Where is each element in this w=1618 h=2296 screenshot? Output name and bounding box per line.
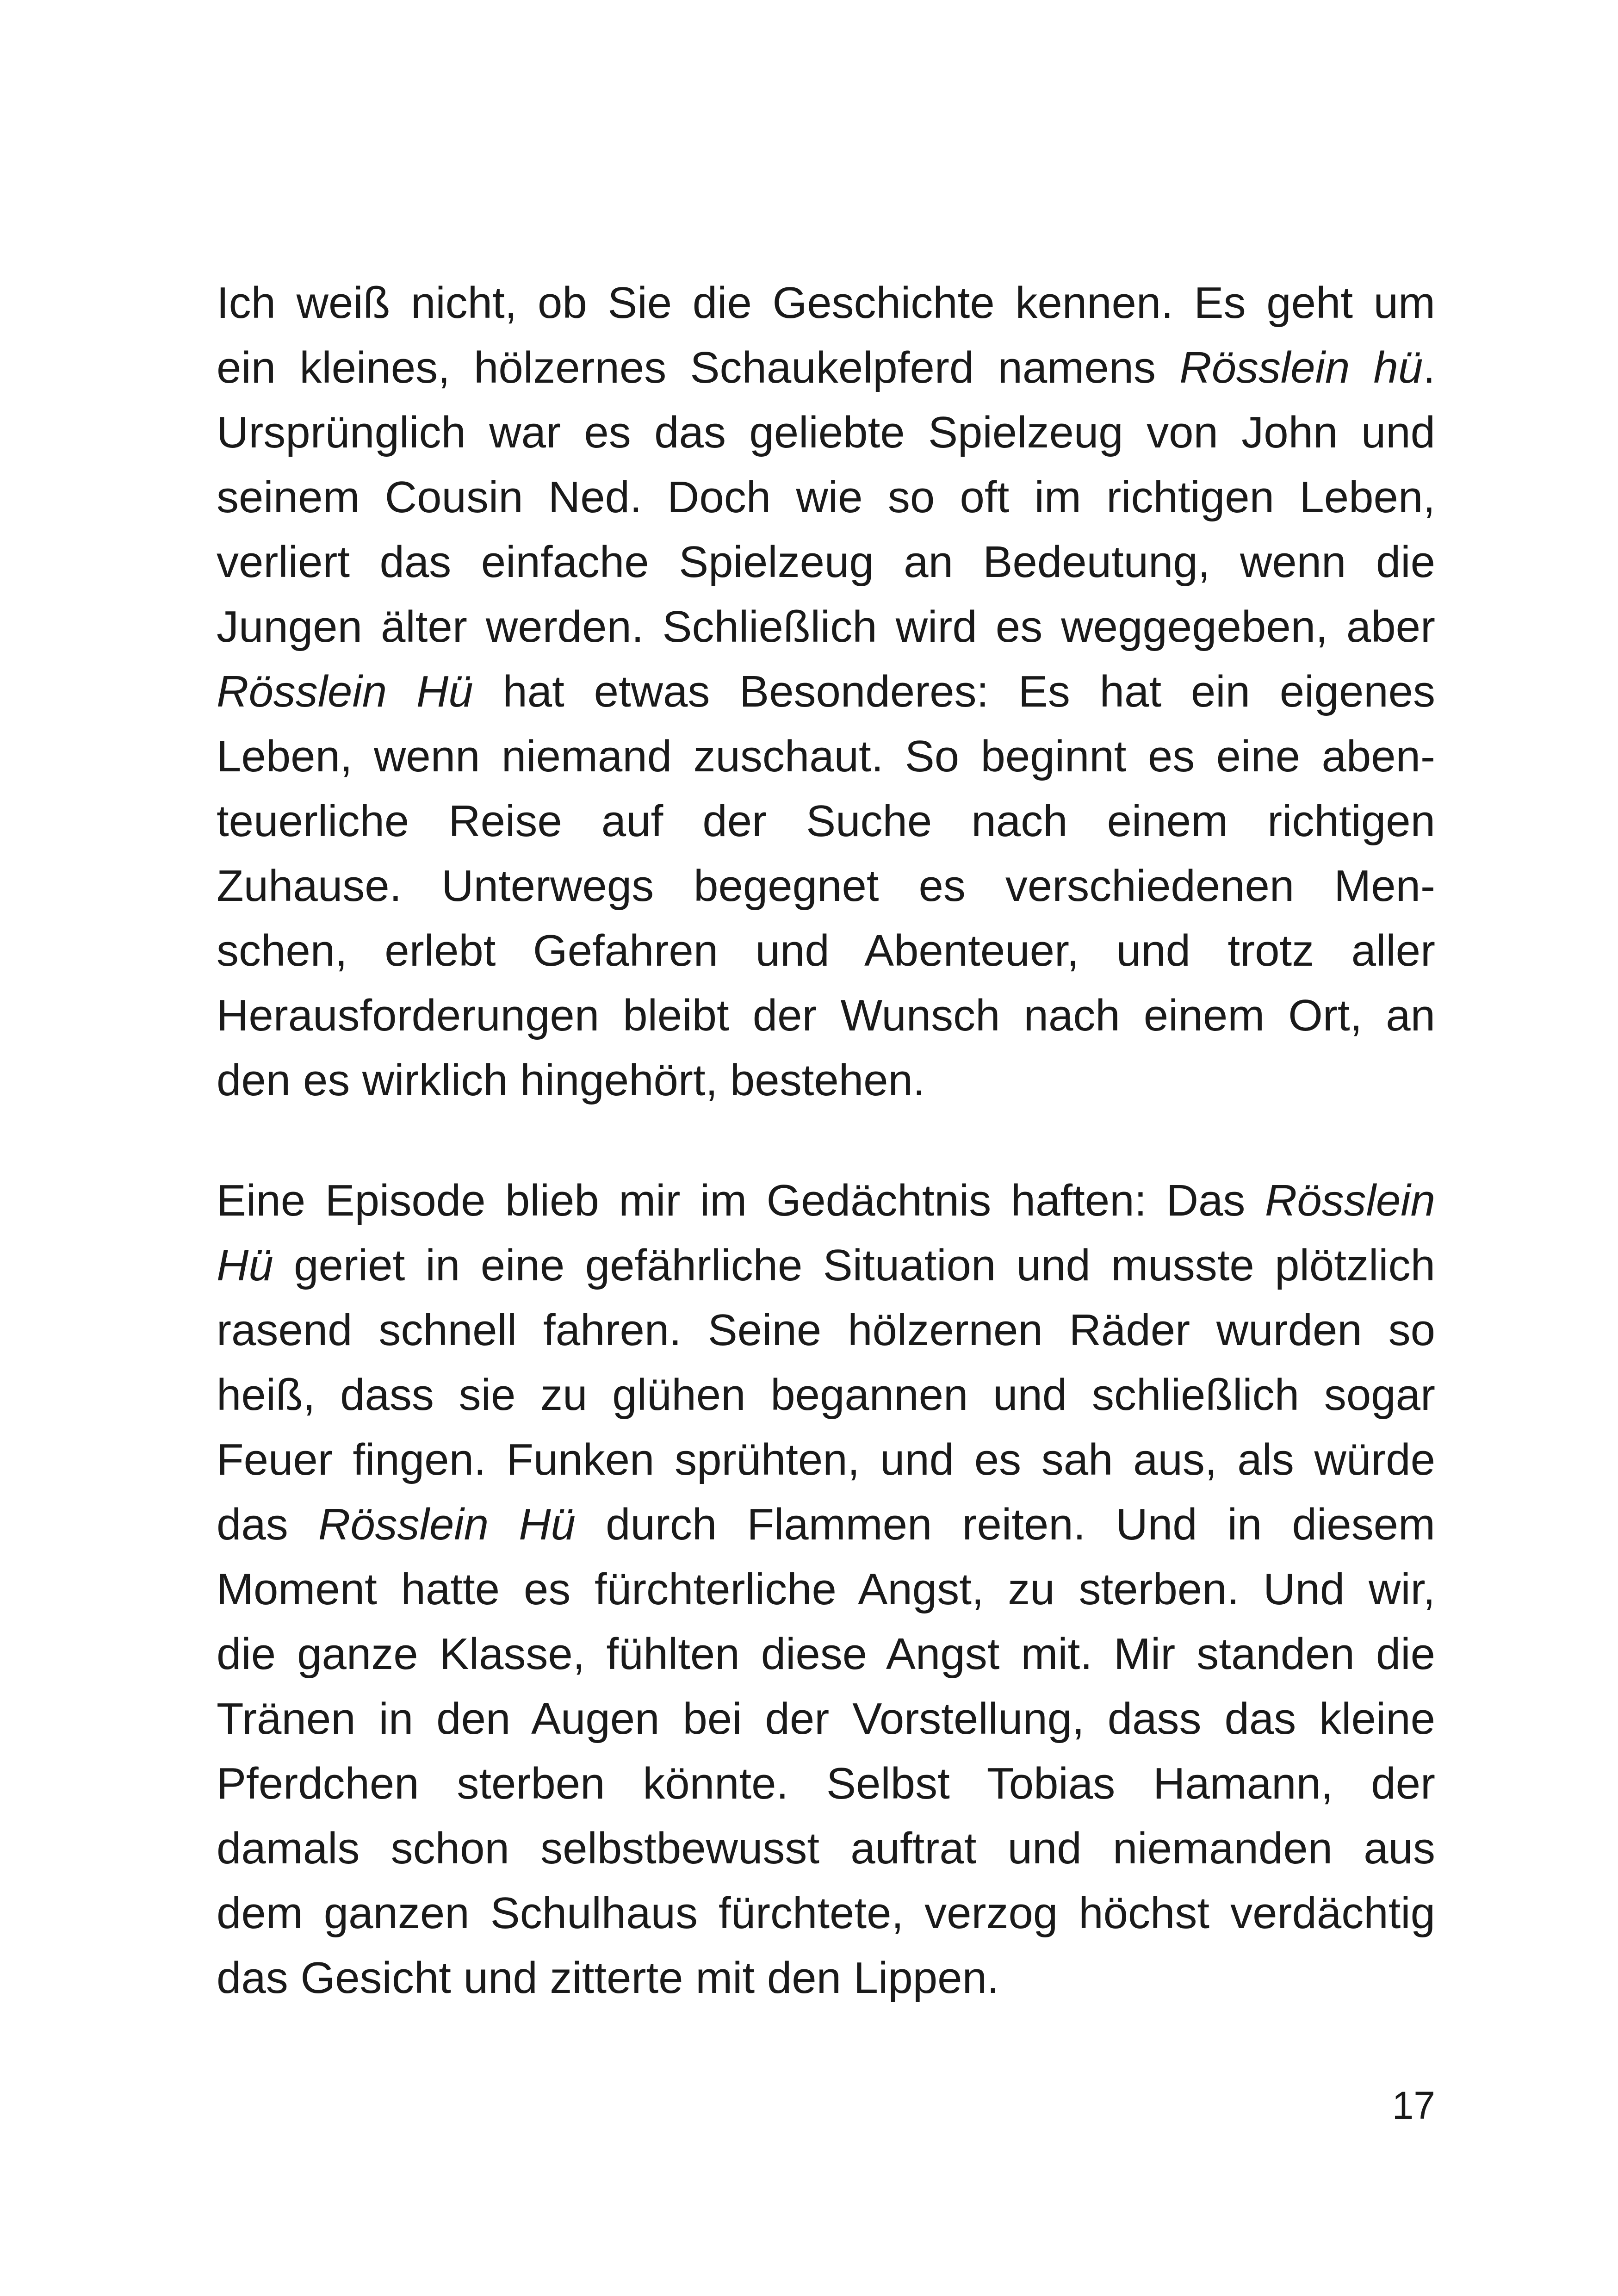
text-segment: Leben, wenn niemand zuschaut. So beginnt es eine aben- xyxy=(217,732,1435,781)
text-segment: . xyxy=(1423,343,1436,392)
text-line xyxy=(217,1233,1435,1298)
text-segment: die ganze Klasse, fühlten diese Angst mit. Mir standen die xyxy=(217,1629,1435,1679)
text-line xyxy=(217,1427,1435,1492)
text-line xyxy=(217,1946,1435,2011)
italic-title: Rösslein hü xyxy=(1179,343,1423,392)
text-line xyxy=(217,1816,1435,1881)
italic-title: Rösslein Hü xyxy=(318,1500,576,1549)
italic-title: Rösslein xyxy=(1265,1176,1435,1225)
text-segment: heiß, dass sie zu glühen begannen und schließlich sogar xyxy=(217,1370,1435,1420)
text-line xyxy=(217,1363,1435,1427)
page-number: 17 xyxy=(1392,2084,1435,2127)
text-line xyxy=(217,400,1435,465)
text-segment: schen, erlebt Gefahren und Abenteuer, und trotz aller xyxy=(217,926,1435,975)
text-line xyxy=(217,1298,1435,1363)
text-line xyxy=(217,1168,1435,1233)
text-segment: Herausforderungen bleibt der Wunsch nach einem Ort, an xyxy=(217,991,1435,1040)
text-segment: das xyxy=(217,1500,318,1549)
text-line xyxy=(217,1751,1435,1816)
text-segment: Pferdchen sterben könnte. Selbst Tobias Hamann, der xyxy=(217,1759,1435,1808)
text-segment: Eine Episode blieb mir im Gedächtnis haften: Das xyxy=(217,1176,1265,1225)
text-line xyxy=(217,659,1435,724)
text-segment: Tränen in den Augen bei der Vorstellung, dass das kleine xyxy=(217,1694,1435,1744)
text-line xyxy=(217,1881,1435,1946)
text-segment: ein kleines, hölzernes Schaukelpferd namens xyxy=(217,343,1180,392)
text-segment: hat etwas Besonderes: Es hat ein eigenes xyxy=(473,667,1435,716)
text-segment: rasend schnell fahren. Seine hölzernen Räder wurden so xyxy=(217,1305,1435,1355)
italic-title: Rösslein Hü xyxy=(217,667,473,716)
text-segment: dem ganzen Schulhaus fürchtete, verzog höchst verdächtig xyxy=(217,1888,1435,1938)
text-line xyxy=(217,1492,1435,1557)
text-segment: Jungen älter werden. Schließlich wird es weggegeben, aber xyxy=(217,602,1435,652)
text-line xyxy=(217,1557,1435,1622)
text-line xyxy=(217,918,1435,983)
text-segment: Ich weiß nicht, ob Sie die Geschichte kennen. Es geht um xyxy=(217,278,1435,328)
text-segment: Ursprünglich war es das geliebte Spielzeug von John und xyxy=(217,408,1435,457)
text-line xyxy=(217,465,1435,530)
text-line xyxy=(217,854,1435,918)
text-segment: durch Flammen reiten. Und in diesem xyxy=(575,1500,1436,1549)
text-line xyxy=(217,335,1435,400)
text-line xyxy=(217,724,1435,789)
text-segment: Feuer fingen. Funken sprühten, und es sah aus, als würde xyxy=(217,1435,1435,1484)
text-line xyxy=(217,789,1435,854)
text-segment: seinem Cousin Ned. Doch wie so oft im richtigen Leben, xyxy=(217,472,1435,522)
text-line xyxy=(217,595,1435,659)
text-line xyxy=(217,1048,1435,1113)
text-segment: geriet in eine gefährliche Situation und musste plötzlich xyxy=(273,1241,1435,1290)
text-line xyxy=(217,1622,1435,1687)
text-segment: Moment hatte es fürchterliche Angst, zu sterben. Und wir, xyxy=(217,1564,1435,1614)
text-segment: teuerliche Reise auf der Suche nach einem richtigen xyxy=(217,796,1435,846)
text-segment: Zuhause. Unterwegs begegnet es verschiedenen Men- xyxy=(217,861,1435,911)
text-line xyxy=(217,271,1435,335)
text-segment: verliert das einfache Spielzeug an Bedeutung, wenn die xyxy=(217,537,1435,587)
italic-title: Hü xyxy=(217,1241,273,1290)
text-segment: damals schon selbstbewusst auftrat und niemanden aus xyxy=(217,1824,1435,1873)
text-line xyxy=(217,1687,1435,1751)
text-segment: das Gesicht und zitterte mit den Lippen. xyxy=(217,1953,999,2003)
text-line xyxy=(217,530,1435,595)
text-line xyxy=(217,983,1435,1048)
text-segment: den es wirklich hingehört, bestehen. xyxy=(217,1055,925,1105)
